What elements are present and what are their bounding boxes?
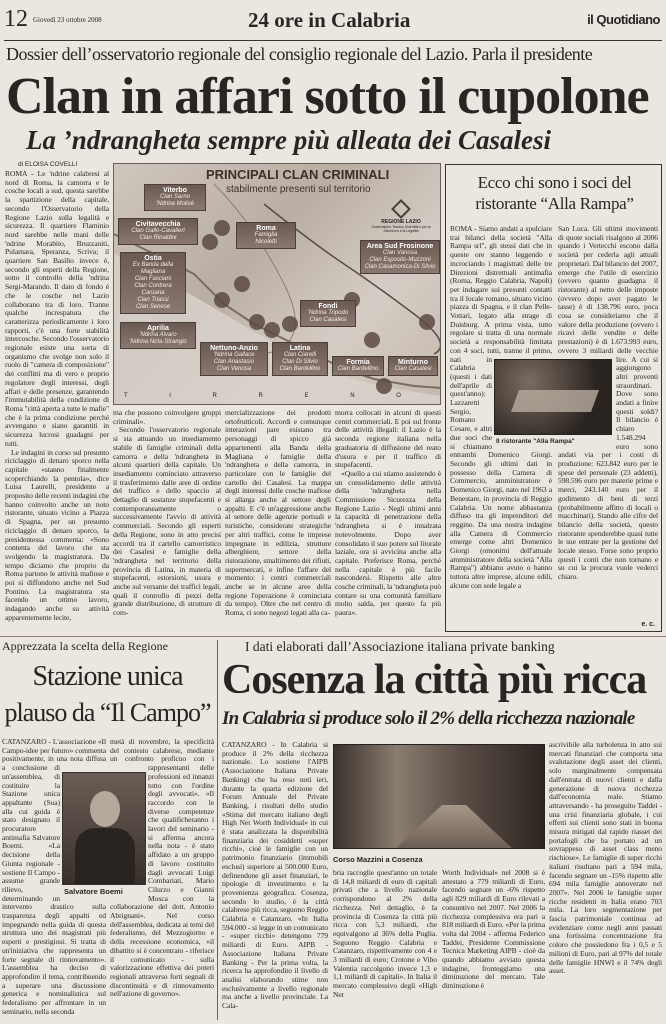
clan-map [113,163,441,405]
side-col-1-wrap: con 4 soci, tutti, tranne il primo, nati in Calabria (questi i dati dell'aprile di quest'anno): Lazzaretti Sergio, Romano Cesare, e altri due soci che si chiamano [450,345,552,451]
top-col-1 [5,170,109,632]
section-rule [0,636,666,637]
clan-location-marker [364,332,380,348]
map-subtitle: stabilmente presenti sul territorio [226,184,371,195]
top-col-2 [113,409,221,633]
top-kicker: Dossier dell’osservatorio regionale del consiglio regionale del Lazio. Parla il presidente [6,44,593,64]
map-title: PRINCIPALI CLAN CRIMINALI [206,167,390,182]
paragraph: CATANZARO - L'associazione «Il Campo-idee per futuro» commenta positivamente, in una nota diffusa a conclusione di un'assemblea, di costituire la Stazione unica appaltante (Sua) alla cui guida è stato designato il procuratore antimafia Salvatore Boemi. «La decisione della Giunta regionale - sostiene Il Campo - assume grande rilievo, determinando un intervento drastico sulla trasparenza degli appalti ed impegnando nella guida di questa struttura uno dei magistrati più esperti e prestigiosi. Si tratta di un'iniziativa che rappresenta un forte segnale di rinnovamento». L'assemblea ha deciso di approfondire il tema, contribuendo a superare una discussione generica e nominalistica sul federalismo per affrontare in un seminario, nella seconda [2,738,106,1016]
side-box-title: Ecco chi sono i soci del ristorante “Alla Rampa” [475,173,634,213]
paragraph: ascrivibile alla turbolenza in atto sui mercati finanziari che comporta una svalutazione degli asset dei clienti, solo marginalmente compensata dall'entrata di nuovi clienti e dalla generazione di nuova ricchezza dall'economia reale. Stiamo attraversando - ha proseguito Taddei - una crisi finanziaria globale, i cui effetti sui clienti sono stati in buona misura mitigati dal rapido riasset dei portafogli che ha portato ad un sovrappeso di asset class meno rischiose». Le famiglie di super ricchi italiani risultano pari a 594 mila, facendo segnare un -15% rispetto alle 694 mila famiglie annoverate nel 2007». Nel 2006 le famiglie super ricche residenti in Italia erano 703 mila. La loro segmentazione per fascia patrimoniale continua ad evidenziare come negli anni passati una fortissima concentrazione fra coloro che possiedono fra i 0,5 e 5 milioni di Euro, pari al 97% del totale delle famiglie HNWI e il 74% degli asset. [549,741,662,976]
campo-kicker: Apprezzata la scelta della Regione [2,639,168,653]
cosenza-subheadline: In Calabria si produce solo il 2% della ricchezza nazionale [222,708,635,729]
paragraph: metà di novembre, la specificità del contesto calabrese, mediante un confronto proficuo con i rappresentanti delle professioni ed innanzi tutto con l'ordine degli avvocati». «Il raccordo con le diverse competenze che qualificheranno i lavori del seminario - si afferma ancora nella nota - è stato affidato a un gruppo di lavoro costituito dagli avvocati Luigi Combariati, Mario Cilurzo e Gianni Mosca con la collaborazione del dott. Antonio Abrignani». Nel corso dell'assemblea, dedicata ai temi del federalismo, del Mezzogiorno e della recessione economica, «il dibattito si è concentrato - riferisce il comunicato - sulla valorizzazione effettiva dei poteri regionali attraverso forti segnali di discontinuità e di rinnovamento nell'azione di governo». [110,738,214,999]
side-col-2-wrap: euro, ovvero 3 miliardi delle vecchie lire. A cui si aggiungono altri proventi straordinari. Dove sono andati a finire questi soldi? Il bilancio è chiaro 1.548.294 [558,337,658,442]
paragraph: mercializzazione dei prodotti ortofrutticoli. Accordi e comunque interazioni pare esistano tra personaggi di spicco già appartenenti alla Banda della Magliana e famiglie della 'ndrangheta e della camorra, in particolare con le famiglie del cartello dei Casalesi. La mappa degli interessi delle cosche mafiose si allarga anche al settore degli appalti. E c'è un'aggressione anche al settore delle agenzie portuali e turistiche, considerate strategiche per altri traffici, come le imprese impegnate in edilizia, strutture alberghiere, settore della ristorazione, smaltimento dei rifiuti, supermercati, e infine l'affare del momento: i centri commerciali anche se in alcune aree della regione l'operazione è cominciata da tempo). Oltre che nel centro di Roma, ci sono negozi legati alla ca- [225,409,331,618]
top-subheadline: La ’ndrangheta sempre più alleata dei Casalesi [26,125,552,155]
paragraph: ma che possono coinvolgere gruppi criminali». [113,409,221,426]
street-shape [394,805,514,849]
restaurant-photo [494,359,612,435]
regione-lazio-logo [369,200,433,233]
map-label-nettuno-anzio: Nettuno-Anzio 'Ndrina Gallace Clan Anastasio Clan Venosa [200,342,268,376]
cosenza-headline: Cosenza la città più ricca [222,657,647,703]
restaurant-photo-caption: Il ristorante "Alla Rampa" [496,438,575,445]
clan-location-marker [234,276,250,292]
corso-mazzini-photo [333,744,545,849]
map-label-viterbo: Viterbo Clan Sarno 'Ndrina Molisè [144,184,206,211]
corso-mazzini-caption: Corso Mazzini a Cosenza [333,855,423,864]
page-number: 12 [4,6,28,32]
map-label-area-sud-frosinone: Area Sud Frosinone Clan Vanosa Clan Esposito-Muzzoni Clan Casamonica-Di Silvio [360,240,440,274]
issue-date: Giovedì 23 ottobre 2008 [33,16,102,24]
clan-location-marker [249,314,265,330]
clan-location-marker [264,322,280,338]
campo-headline-1: Stazione unica [32,661,183,692]
sea-label: T I R R E N O [124,393,421,399]
map-label-roma: Roma Famiglia Nicoletti [236,222,296,249]
cosenza-col-4 [549,741,662,1021]
masthead-logo: il Quotidiano [587,12,660,27]
header-rule [4,40,662,41]
paragraph: morra collocati in alcuni di questi centri commerciali. E poi sul fronte delle attività illegali: il Lazio è la seconda regione italiana nella graduatoria di diffusione del reato d'usura e per il traffico di stupefacenti. [335,409,441,470]
campo-headline-2: plauso da “Il Campo” [4,698,211,727]
map-label-fondi: Fondi 'Ndrina Tripodo Clan Casalesi [300,300,356,327]
cosenza-col-2 [333,869,437,1021]
paragraph: ROMA - Le 'ndrine calabresi al nord di Roma, la camorra e le cosche locali a sud, questa sarebbe la spartizione della capitale, secondo l'Osservatorio della Regione Lazio sulla legalità e sicurezza. Il quartiere Flaminio nord sarebbe nelle mani delle 'ndrine Morabito, Bruzzaniti, Pulamara, Speranza, Scriva; il quartiere San Basilio invece è, secondo gli esperti della Regione, sotto il controllo della 'ndrina Sergi-Marando. Il dato di fondo è che le cosche nel Lazio collaborano tra di loro. Tranne qualche increspatura che caratterizza periodicamente i loro rapporti, c'è una forte stabilità intercosche. Secondo l'osservatorio regionale esiste una sorta di organismo che svolge non solo il ruolo di "camera di composizione" dei conflitti ma di vero e proprio regolatore degli interessi, degli affari e delle presenze, garantendo l'immutabilità della condizione di Roma "città aperta a tutte le mafie" che è la prima condizione perché avvengano e siano garantiti in sicurezza lucrosi guadagni per tutti. [5,170,109,448]
paragraph: CATANZARO - In Calabria si produce il 2% della ricchezza nazionale. Lo sostiene l'AIPB (Associazione Italiana Private Banking) che ha reso noti ieri, durante la quarta edizione del Forum Annuale del Private Banking, i risultati dello studio «Stima del mercato italiano degli High Net Worth Individual» in cui è stata analizzata la disponibilità finanziaria dei cosiddetti «super ricchi», cioè le famiglie con un patrimonio finanziario (immobili esclusi) superiore ai 500.000 Euro, definendone gli asset finanziari, le tipologie di investimento e la provenienza geografica. Cosenza, secondo lo studio, è la città calabrese più ricca, seguono Reggio Calabria e Catanzaro. «In Italia 594.000 - si legge in un comunicato - «super ricchi» detengono 779 miliardi di Euro. AIPB - Associazione Italiana Private Banking - Per la prima volta, la ricerca ha approfondito il livello di analisi elaborando stime non esclusivamente a livello regionale ma anche a livello provinciale. La Cala- [222,741,328,1011]
logo-text: REGIONE LAZIO [381,219,421,225]
logo-emblem-icon [391,199,411,219]
paragraph: Le indagini in corso sul presunto riciclaggio di denaro sporco nella capitale «stanno finalmente scoperchiando la pentola», dice Luisa Laurelli, presidente a proposito delle recenti indagini che hanno coinvolto anche un noto ristorante, situato vicino a Piazza di Spagna, per un presunto riciclaggio di denaro sporco, la presidentessa commenta: «Sono contenta del lavoro che sta svolgendo la magistratura. Da tempo diciamo che proprio da Roma partono le attività mafiose e poi si diffondono anche nel Sud Pontino. La magistratura sta facendo un ottimo lavoro, indagando anche su attività apparentemente lecite, [5,447,109,622]
top-headline: Clan in affari sotto il cupolone [6,68,649,125]
paragraph: Worth Individual» nel 2008 si è attestato a 779 miliardi di Euro, facendo segnare un -6% rispetto agli 829 miliardi di Euro rilevati a consuntivo nel 2007. Nel 2006 la ricchezza complessiva era pari a 818 miliardi di Euro. «Per la prima volta dal 2004 - afferma Federico Taddei, Presidente Commissione Tecnica Marketing AIPB - cioè da quando abbiamo avviato questa indagine, fronteggiamo una diminuzione del mercato. Tale diminuzione è [442,869,545,991]
side-col-2-top: San Luca. Gli ultimi movimenti di quote sociali risalgono al 2006 quando i Vertecchi escono dalla società per cederla agli attuali proprietari. Dal bilancio del 2007, emerge che l'utile di esercizio (ovvero quanto guadagna il ristorante) al netto delle imposte (ovvero dopo aver pagato le tasse) è di 138.796 euro, poca cosa se consideriamo che il valore della produzione (ovvero i ricavi delle vendite e delle prestazioni) è di 1.673.993 [558,225,658,347]
boemi-caption: Salvatore Boemi [64,887,123,896]
paragraph: «Quello a cui stiamo assistendo è un consolidamento delle attività della 'ndrangheta nella Commissione Sicurezza della Regione Lazio - Negli ultimi anni la capacità di penetrazione della 'ndrangheta si è innalzata notevolmente. Dopo aver consolidato il suo potere sul litorale laziale, ora si avvicina anche alla capitale. Preferisce Roma, perché nella capitale è più facile nascondersi. Rispetto alle altre cosche criminali, la 'ndrangheta può contare su una comunità familiare molto salda, per questo fa più paura». [335,468,441,618]
cosenza-col-1 [222,741,328,1021]
clan-location-marker [214,220,230,236]
logo-caption: Osservatorio Tecnico Scientifico per la Sicurezza e la Legalità [371,225,431,233]
paragraph: Secondo l'osservatorio regionale si sta attuando un insediamento stabile di famiglie criminali della camorra e della 'ndrangheta in alcuni quartieri della capitale. Un insediamento cominciato attraverso il trasferimento dalle aree di ordine del traffico e dello spaccio al dettaglio di sostanze stupefacenti e contemporaneamente o successivamente l'avvio di attività commerciali. Secondo gli esperti della Regione, sono in atto precisi accordi tra il cartello camorristico dei Casalesi e famiglie della 'ndrangheta nel territorio della provincia di Latina, in materia di stupefacenti, estorsioni, usura e anche sul versante dei traffici legali, quali il controllo di pezzi della grande distribuzione, di strutture di com- [113,425,221,618]
side-box [445,164,662,632]
portrait-body [75,828,135,885]
clan-location-marker [202,234,218,250]
byline: di ELOISA COVELLI [18,161,78,168]
portrait-head [90,791,120,827]
clan-location-marker [419,314,435,330]
map-label-aprilia: Aprilia 'Ndrina Alvaro 'Ndrina Nirta-Strangio [120,322,196,349]
side-col-2-bottom: euro sono andati via per i costi di produzione: 623.842 euro per le spese del personale (23 addetti), 598.596 euro per materie prime e merci, 243.140 euro per il godimento di beni di terzi (probabilmente affitto di locali o macchinari). Stando alle cifre del bilancio della società, questo ristorante spenderebbe quasi tutte le sue entrate per la gestione del locale stesso. Forse sono proprio questi i conti che non tornano e su cui la procura vuole vederci chiaro. [558,441,658,582]
cosenza-col-3 [442,869,545,1021]
clan-location-marker [282,316,298,332]
paragraph: bria raccoglie quest'anno un totale di 14,8 miliardi di euro di capitali privati che a livello nazionale corrispondono al 2% della ricchezza. Nel dettaglio, è la provincia di Cosenza la città più ricca con 5,3 miliardi, che equivalgono al 36% della Puglia. Seguono Reggio Calabria e Catanzaro, rispettivamente con 4 e 3 miliardi di euro; Crotone e Vibo Valentia raccolgono invece 1,3 e 1,1 miliardi di capitali». In Italia il mercato complessivo degli «High Net [333,869,437,999]
top-col-3 [225,409,331,633]
umbrella-shape [511,390,599,412]
column-divider [217,640,218,1020]
side-box-signature: e. c. [641,621,655,628]
section-title: 24 ore in Calabria [248,8,411,32]
map-label-latina: Latina Clan Ciarelli Clan Di Silvio Clan Bardellino [272,342,328,376]
map-label-ostia: Ostia Ex Banda della Magliana Clan Fasciani Clan Contrera Caruana Clan Triassi Clan Senese [120,252,186,314]
top-col-4 [335,409,441,633]
map-label-minturno: Minturno Clan Casalesi [388,356,438,376]
side-col-1-top: ROMA - Siamo andati a spulciare trai bilanci della società "Alla Rampa srl", gli stessi dati che in queste ore stanno leggendo e incrociando i magistrati delle tre Direzioni distrettuali antimafia (Roma, Reggio Calabria, Napoli) per indagare sui presunti contatti tra il locale romano, situato vicino piazza di Spagna, e il clan Pelle-Vottari, legato alla strage di Duisburg. A prima vista, tutto regolare si tratta di una normale società a responsabilità limitata [450,225,552,347]
clan-location-marker [214,292,230,308]
map-label-formia: Formia Clan Bardellino [332,356,384,376]
map-label-civitavecchia: Civitavecchia Clan Gallo-Cavalieri Clan Rinaldini [118,218,198,245]
boemi-photo [62,772,146,885]
cosenza-kicker: I dati elaborati dall’Associazione italiana private banking [245,639,555,654]
side-col-1-bottom: entrambi Domenico Giorgi. Secondo gli ultimi dati in possesso della Camera di Commercio, amministratore è Domenico Giorgi, nato nel 1963 a Benestare, in provincia di Reggio Calabria. Un nome abbastanza diffuso tra gli imprenditori del reggino. Da una nostra indagine alla Camera di Commercio emerge come altri Domenico Giorgi (omonimi dell'attuale amministratore della società "Alla Rampa") abbiano avuto o hanno tuttora altre imprese, alcune edili, alcune con sede legale a [450,450,552,590]
